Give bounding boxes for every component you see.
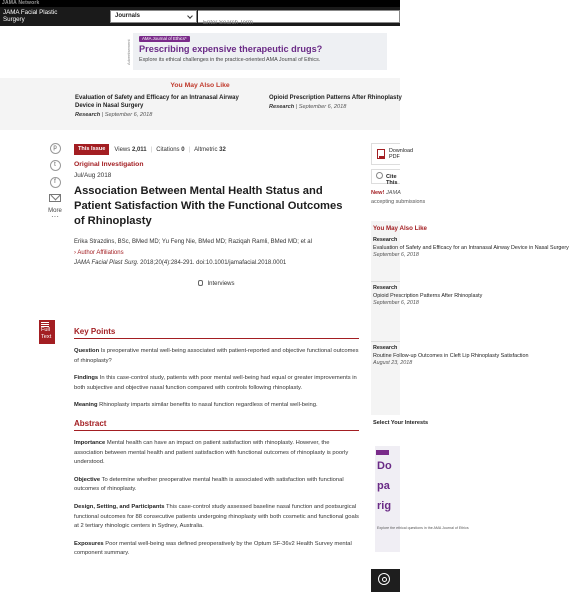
ad-badge: AMA Journal of Ethics* <box>139 36 190 42</box>
sidebar-ymal-item[interactable]: Research Evaluation of Safety and Efficacy for an Intranasal Airway Device in Nasal Surgery September 6, 2018 <box>373 237 569 258</box>
quote-icon <box>376 172 383 179</box>
abstract-paragraph: Importance Mental health can have an impact on patient satisfaction with rhinoplasty. However, the association between mental health and patient satisfaction with functional outcomes of rhinoplasty is poorly understood. <box>74 439 349 466</box>
search-box[interactable] <box>198 10 400 23</box>
sidebar-ymal-title: You May Also Like <box>373 225 427 232</box>
article <box>74 143 359 559</box>
ad-side-label: Advertisement <box>126 39 131 65</box>
key-point: Question Is preoperative mental well-being associated with patient-reported and objective functional outcomes of rhinoplasty? <box>74 348 359 364</box>
ymal-title: You May Also Like <box>170 82 230 89</box>
new-notice[interactable]: New! JAMA <box>371 190 401 196</box>
pdf-icon <box>377 149 385 159</box>
article-citation: JAMA Facial Plast Surg. 2018;20(4):284-291. doi:10.1001/jamafacial.2018.0001 <box>74 260 287 266</box>
this-issue-button[interactable]: This Issue <box>74 144 109 155</box>
more-label[interactable]: More <box>48 208 62 214</box>
stethoscope-icon <box>378 573 390 585</box>
ad-small-text: Explore the ethical questions in the AMA Journal of Ethics <box>377 526 469 530</box>
views-value: 2,011 <box>131 146 147 153</box>
journal-name[interactable]: JAMA Facial Plastic Surgery <box>3 9 58 24</box>
sidebar-ad[interactable] <box>375 446 469 552</box>
ad-word: Do <box>377 460 392 472</box>
key-point: Findings In this case-control study, patients with poor mental well-being had equal or greater improvements in both subjective and objective nasal function compared with controls following rhinoplasty. <box>74 375 357 391</box>
chevron-down-icon <box>187 13 193 19</box>
share-column <box>45 143 65 220</box>
twitter-icon[interactable]: t <box>50 160 61 171</box>
citations-value: 0 <box>181 146 185 153</box>
microphone-icon <box>198 280 203 286</box>
new-notice-sub: accepting submissions <box>371 199 426 205</box>
sidebar-ymal-item[interactable]: Research Routine Follow-up Outcomes in Cleft Lip Rhinoplasty Satisfaction August 23, 2018 <box>373 345 529 366</box>
right-sidebar <box>371 143 569 592</box>
more-icon[interactable]: ··· <box>51 212 59 221</box>
ymal-item-meta: Research | September 6, 2018 <box>75 112 153 118</box>
ad-banner[interactable] <box>126 33 387 70</box>
ad-headline: Prescribing expensive therapeutic drugs? <box>139 44 323 54</box>
facebook-icon[interactable]: f <box>50 177 61 188</box>
you-may-also-like <box>0 78 400 130</box>
author-affiliations-link[interactable]: › Author Affiliations <box>74 250 124 256</box>
full-text-tab[interactable] <box>39 320 55 344</box>
ad-badge <box>376 450 389 455</box>
journal-select[interactable] <box>110 10 197 23</box>
citations-label[interactable]: Citations <box>156 146 180 153</box>
article-date: Jul/Aug 2018 <box>74 172 112 179</box>
cite-label: Cite This <box>386 174 398 186</box>
abstract-paragraph: Objective To determine whether preoperative mental health is associated with satisfaction with functional outcomes of rhinoplasty. <box>74 476 344 493</box>
altmetric-value: 32 <box>219 146 226 153</box>
ymal-item[interactable] <box>269 94 402 110</box>
email-icon[interactable] <box>49 194 61 202</box>
network-label: JAMA Network <box>2 0 40 6</box>
interviews-link[interactable]: Interviews <box>74 280 359 287</box>
ymal-item-meta: Research | September 6, 2018 <box>269 104 347 110</box>
full-text-label-2: Text <box>41 333 52 340</box>
article-category: Original Investigation <box>74 161 144 168</box>
site-header <box>0 7 400 26</box>
abstract-heading: Abstract <box>74 419 359 431</box>
download-pdf-button[interactable] <box>371 143 413 165</box>
ymal-item[interactable] <box>75 94 255 118</box>
ymal-item-title[interactable]: Evaluation of Safety and Efficacy for an Intranasal Airway Device in Nasal Surgery <box>75 95 239 109</box>
download-pdf-label: Download PDF <box>389 148 413 160</box>
full-text-label-1: Full <box>41 327 51 333</box>
help-button[interactable] <box>371 569 400 592</box>
sidebar-ymal-item[interactable]: Research Opioid Prescription Patterns After Rhinoplasty September 6, 2018 <box>373 285 483 306</box>
key-points-heading: Key Points <box>74 327 359 339</box>
ad-subline: Explore its ethical challenges in the practice-oriented AMA Journal of Ethics. <box>139 57 321 63</box>
journal-select-value: Journals <box>115 13 141 19</box>
cite-button[interactable] <box>371 169 400 184</box>
key-point: Meaning Rhinoplasty imparts similar benefits to nasal function regardless of mental well-being. <box>74 402 318 409</box>
altmetric-label[interactable]: Altmetric <box>194 146 218 153</box>
article-metrics: This Issue Views 2,011 | Citations 0 | Altmetric 32 <box>74 143 359 156</box>
menu-icon <box>41 322 49 323</box>
ad-word: pa <box>377 480 390 492</box>
article-title: Association Between Mental Health Status and Patient Satisfaction With the Functional Outcomes of Rhinoplasty <box>74 185 343 227</box>
ymal-item-title[interactable]: Opioid Prescription Patterns After Rhinoplasty <box>269 95 402 101</box>
views-label: Views <box>114 146 131 153</box>
abstract-paragraph: Exposures Poor mental well-being was defined preoperatively by the Optum SF-36v2 Health Survey mental component summary. <box>74 540 352 557</box>
ad-word: rig <box>377 500 392 512</box>
sidebar-ymal <box>371 221 569 415</box>
network-bar <box>0 0 400 7</box>
abstract-paragraph: Design, Setting, and Participants This case-control study assessed baseline nasal function and postsurgical functional outcomes for 88 consecutive patients undergoing rhinoplasty with both cosmetic and functional goals at 2 tertiary rhinologic centers in Sydney, Australia. <box>74 503 359 530</box>
search-input[interactable] <box>198 18 399 29</box>
pinterest-icon[interactable]: p <box>50 143 61 154</box>
article-authors[interactable]: Erika Strazdins, BSc, BMed MD; Yu Feng Nie, BMed MD; Raziqah Ramli, BMed MD; et al <box>74 239 312 245</box>
select-interests[interactable]: Select Your Interests <box>373 420 429 426</box>
